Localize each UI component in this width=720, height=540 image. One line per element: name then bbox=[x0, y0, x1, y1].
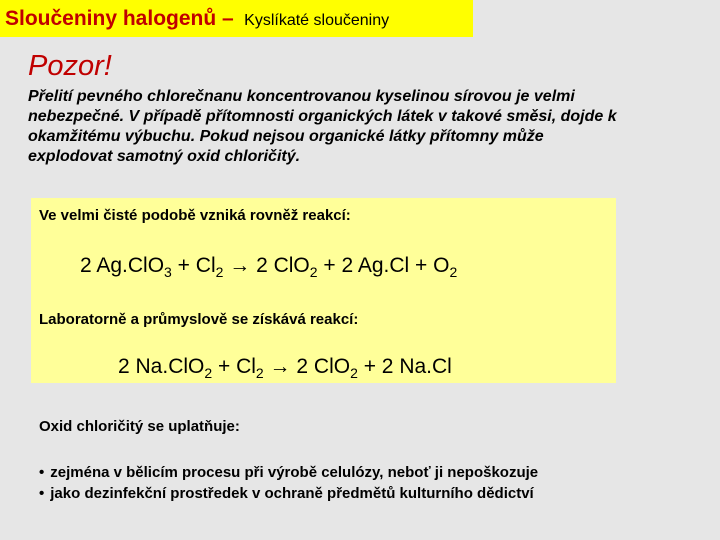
slide-subtitle: Kyslíkaté sloučeniny bbox=[244, 12, 390, 29]
reaction1-intro: Ve velmi čisté podobě vzniká rovněž reakcí: bbox=[39, 207, 351, 224]
reaction2-equation: 2 $Na.ClO_2 + Cl_2 \to 2$ ClO$_2$ + 2 Na.Cl bbox=[118, 355, 452, 381]
warning-paragraph: Přelití pevného chlorečnanu koncentrovanou kyselinou sírovou je velmi nebezpečné. V případě přítomnosti organických látek v takové směsi, dojde k okamžitému výbuchu. Pokud nejsou organické látky přítomny může explodovat samotný oxid chloričitý. bbox=[28, 88, 617, 165]
list-item: • zejména v bělicím procesu při výrobě celulózy, neboť ji nepoškozuje bbox=[39, 462, 538, 483]
slide-title: Sloučeniny halogenů – bbox=[5, 7, 234, 30]
warning-heading: Pozor! bbox=[28, 50, 112, 82]
reaction1-equation: 2 $Ag.ClO_3 + Cl_2 \to 2$ ClO$_2$ + 2 $Ag.Cl + O_2$ bbox=[80, 254, 458, 280]
uses-list bbox=[39, 462, 538, 504]
title-bar bbox=[0, 0, 473, 37]
list-item: • jako dezinfekční prostředek v ochraně předmětů kulturního dědictví bbox=[39, 483, 538, 504]
uses-heading: Oxid chloričitý se uplatňuje: bbox=[39, 418, 240, 435]
reaction2-intro: Laboratorně a průmyslově se získává reakcí: bbox=[39, 311, 359, 328]
